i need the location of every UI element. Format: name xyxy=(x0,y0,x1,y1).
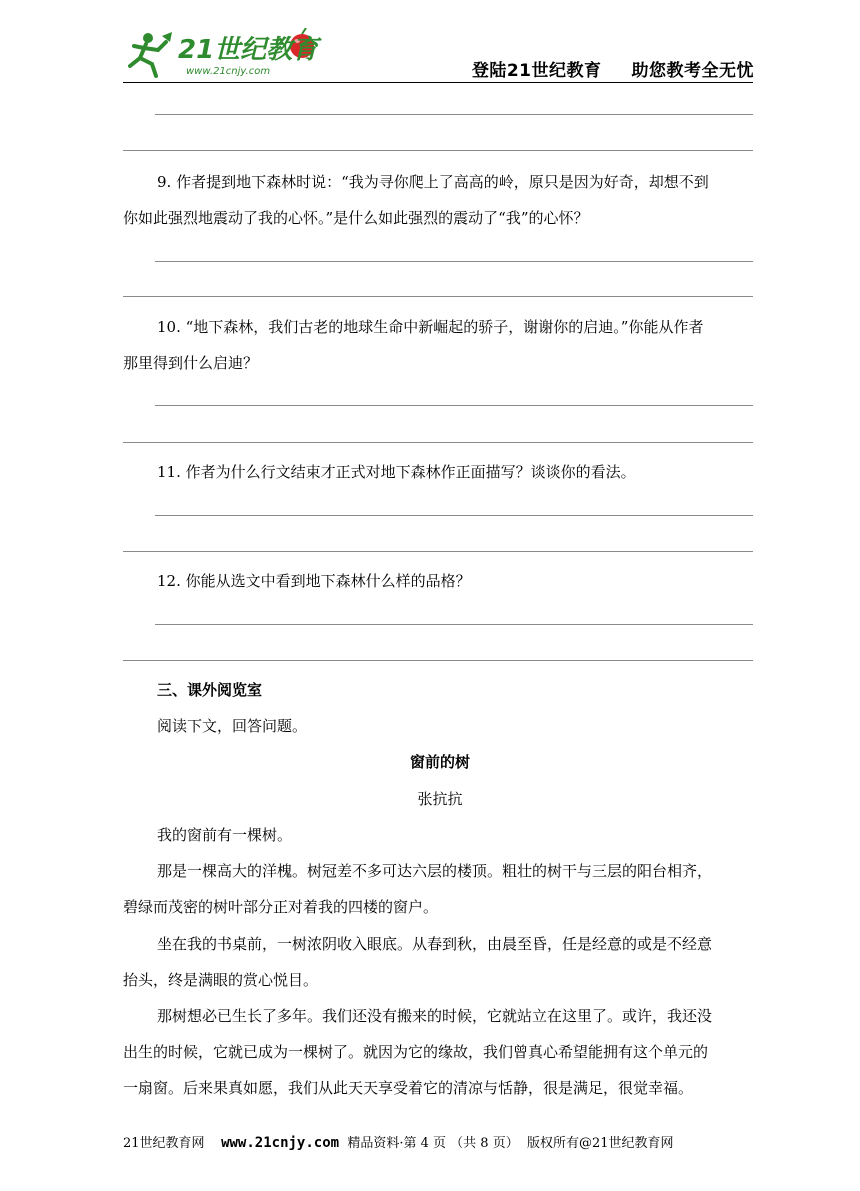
answer-line xyxy=(155,515,753,516)
logo xyxy=(126,28,326,80)
footer-page-info: 精品资料·第 4 页 （共 8 页） xyxy=(347,1136,519,1151)
article-author: 张抗抗 xyxy=(417,790,463,808)
answer-line xyxy=(123,660,753,661)
header-slogan-2: 助您教考全无忧 xyxy=(631,61,754,81)
paragraph-3-line-1: 坐在我的书桌前，一树浓阴收入眼底。从春到秋，由晨至昏，任是经意的或是不经意 xyxy=(157,935,713,953)
header-slogan xyxy=(472,56,754,81)
question-10-line-2: 那里得到什么启迪？ xyxy=(123,354,259,372)
section-instruction: 阅读下文，回答问题。 xyxy=(157,717,308,735)
page-footer xyxy=(123,1132,674,1151)
answer-line xyxy=(155,261,753,262)
footer-left: 21世纪教育网 xyxy=(123,1136,205,1151)
header-rule xyxy=(123,82,753,83)
logo-url: www.21cnjy.com xyxy=(186,66,271,77)
question-11: 11. 作者为什么行文结束才正式对地下森林作正面描写？谈谈你的看法。 xyxy=(157,463,636,481)
page-header xyxy=(0,0,860,84)
question-9-line-1: 9. 作者提到地下森林时说：“我为寻你爬上了高高的岭，原只是因为好奇，却想不到 xyxy=(157,173,709,191)
paragraph-2-line-1: 那是一棵高大的洋槐。树冠差不多可达六层的楼顶。粗壮的树干与三层的阳台相齐， xyxy=(157,862,713,880)
footer-site-link[interactable]: www.21cnjy.com xyxy=(221,1135,340,1151)
paragraph-1-line-1: 我的窗前有一棵树。 xyxy=(157,826,293,844)
question-10-line-1: 10. “地下森林，我们古老的地球生命中新崛起的骄子，谢谢你的启迪。”你能从作者 xyxy=(157,318,704,336)
answer-line xyxy=(155,114,753,115)
paragraph-2-line-2: 碧绿而茂密的树叶部分正对着我的四楼的窗户。 xyxy=(123,898,439,916)
question-12: 12. 你能从选文中看到地下森林什么样的品格？ xyxy=(157,572,471,590)
footer-copyright: 版权所有@21世纪教育网 xyxy=(526,1136,674,1151)
answer-line xyxy=(123,150,753,151)
paragraph-4-line-1: 那树想必已生长了多年。我们还没有搬来的时候，它就站立在这里了。或许，我还没 xyxy=(157,1007,713,1025)
header-slogan-1: 登陆21世纪教育 xyxy=(471,61,602,81)
paragraph-4-line-2: 出生的时候，它就已成为一棵树了。就因为它的缘故，我们曾真心希望能拥有这个单元的 xyxy=(123,1043,709,1061)
question-9-line-2: 你如此强烈地震动了我的心怀。”是什么如此强烈的震动了“我”的心怀？ xyxy=(123,209,589,227)
answer-line xyxy=(155,624,753,625)
section-title: 三、课外阅览室 xyxy=(157,681,263,699)
answer-line xyxy=(123,296,753,297)
answer-line xyxy=(123,442,753,443)
paragraph-3-line-2: 抬头，终是满眼的赏心悦目。 xyxy=(123,971,319,989)
article-title: 窗前的树 xyxy=(409,753,470,771)
runner-icon xyxy=(130,32,172,76)
logo-text: 21世纪教育 xyxy=(178,35,319,65)
answer-line xyxy=(155,405,753,406)
paragraph-4-line-3: 一扇窗。后来果真如愿，我们从此天天享受着它的清凉与恬静，很是满足，很觉幸福。 xyxy=(123,1079,694,1097)
answer-line xyxy=(123,551,753,552)
